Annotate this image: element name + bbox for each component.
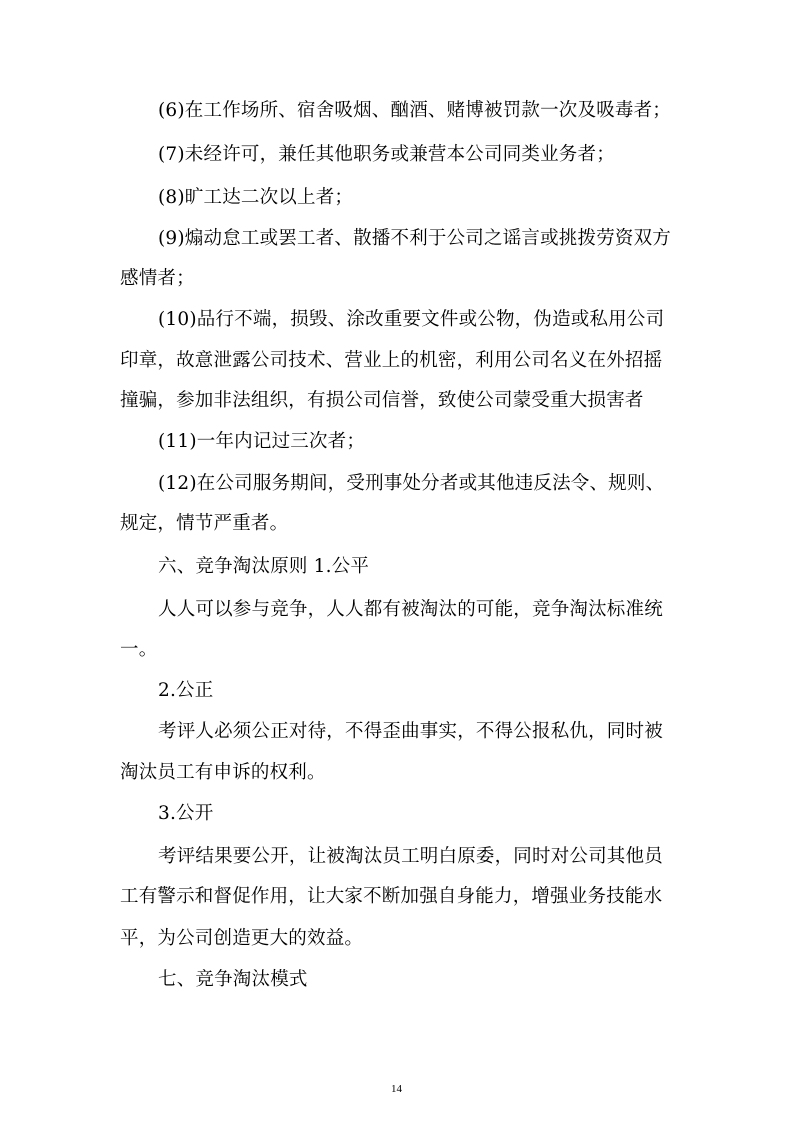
- paragraph-line: (6)在工作场所、宿舍吸烟、酗酒、赌博被罚款一次及吸毒者；: [158, 100, 672, 121]
- section-heading: 六、竞争淘汰原则 1.公平: [158, 556, 370, 577]
- section-heading: 七、竞争淘汰模式: [158, 969, 308, 990]
- paragraph-line: 撞骗，参加非法组织，有损公司信誉，致使公司蒙受重大损害者: [120, 390, 644, 411]
- paragraph-line: 一。: [120, 639, 158, 660]
- paragraph-line: 平，为公司创造更大的效益。: [120, 928, 364, 949]
- subsection-heading: 2.公正: [158, 680, 214, 701]
- paragraph-line: (12)在公司服务期间，受刑事处分者或其他违反法令、规则、: [158, 473, 665, 494]
- paragraph-line: (8)旷工达二次以上者；: [158, 187, 354, 208]
- paragraph-line: 人人可以参与竞争，人人都有被淘汰的可能，竞争淘汰标准统: [158, 599, 663, 620]
- paragraph-line: (10)品行不端，损毁、涂改重要文件或公物，伪造或私用公司: [158, 309, 665, 330]
- paragraph-line: 淘汰员工有申诉的权利。: [120, 762, 326, 783]
- paragraph-line: 考评结果要公开，让被淘汰员工明白原委，同时对公司其他员: [158, 846, 663, 867]
- paragraph-line: (9)煽动怠工或罢工者、散播不利于公司之谣言或挑拨劳资双方: [158, 228, 672, 249]
- paragraph-line: 规定，情节严重者。: [120, 513, 289, 534]
- paragraph-line: 印章，故意泄露公司技术、营业上的机密，利用公司名义在外招摇: [120, 350, 663, 371]
- paragraph-line: 感情者；: [120, 268, 195, 289]
- paragraph-line: 考评人必须公正对待，不得歪曲事实，不得公报私仇，同时被: [158, 721, 663, 742]
- paragraph-line: (11)一年内记过三次者；: [158, 431, 366, 452]
- subsection-heading: 3.公开: [158, 803, 214, 824]
- page-number: 14: [391, 1083, 402, 1095]
- paragraph-line: (7)未经许可，兼任其他职务或兼营本公司同类业务者；: [158, 144, 615, 165]
- paragraph-line: 工有警示和督促作用，让大家不断加强自身能力，增强业务技能水: [120, 886, 663, 907]
